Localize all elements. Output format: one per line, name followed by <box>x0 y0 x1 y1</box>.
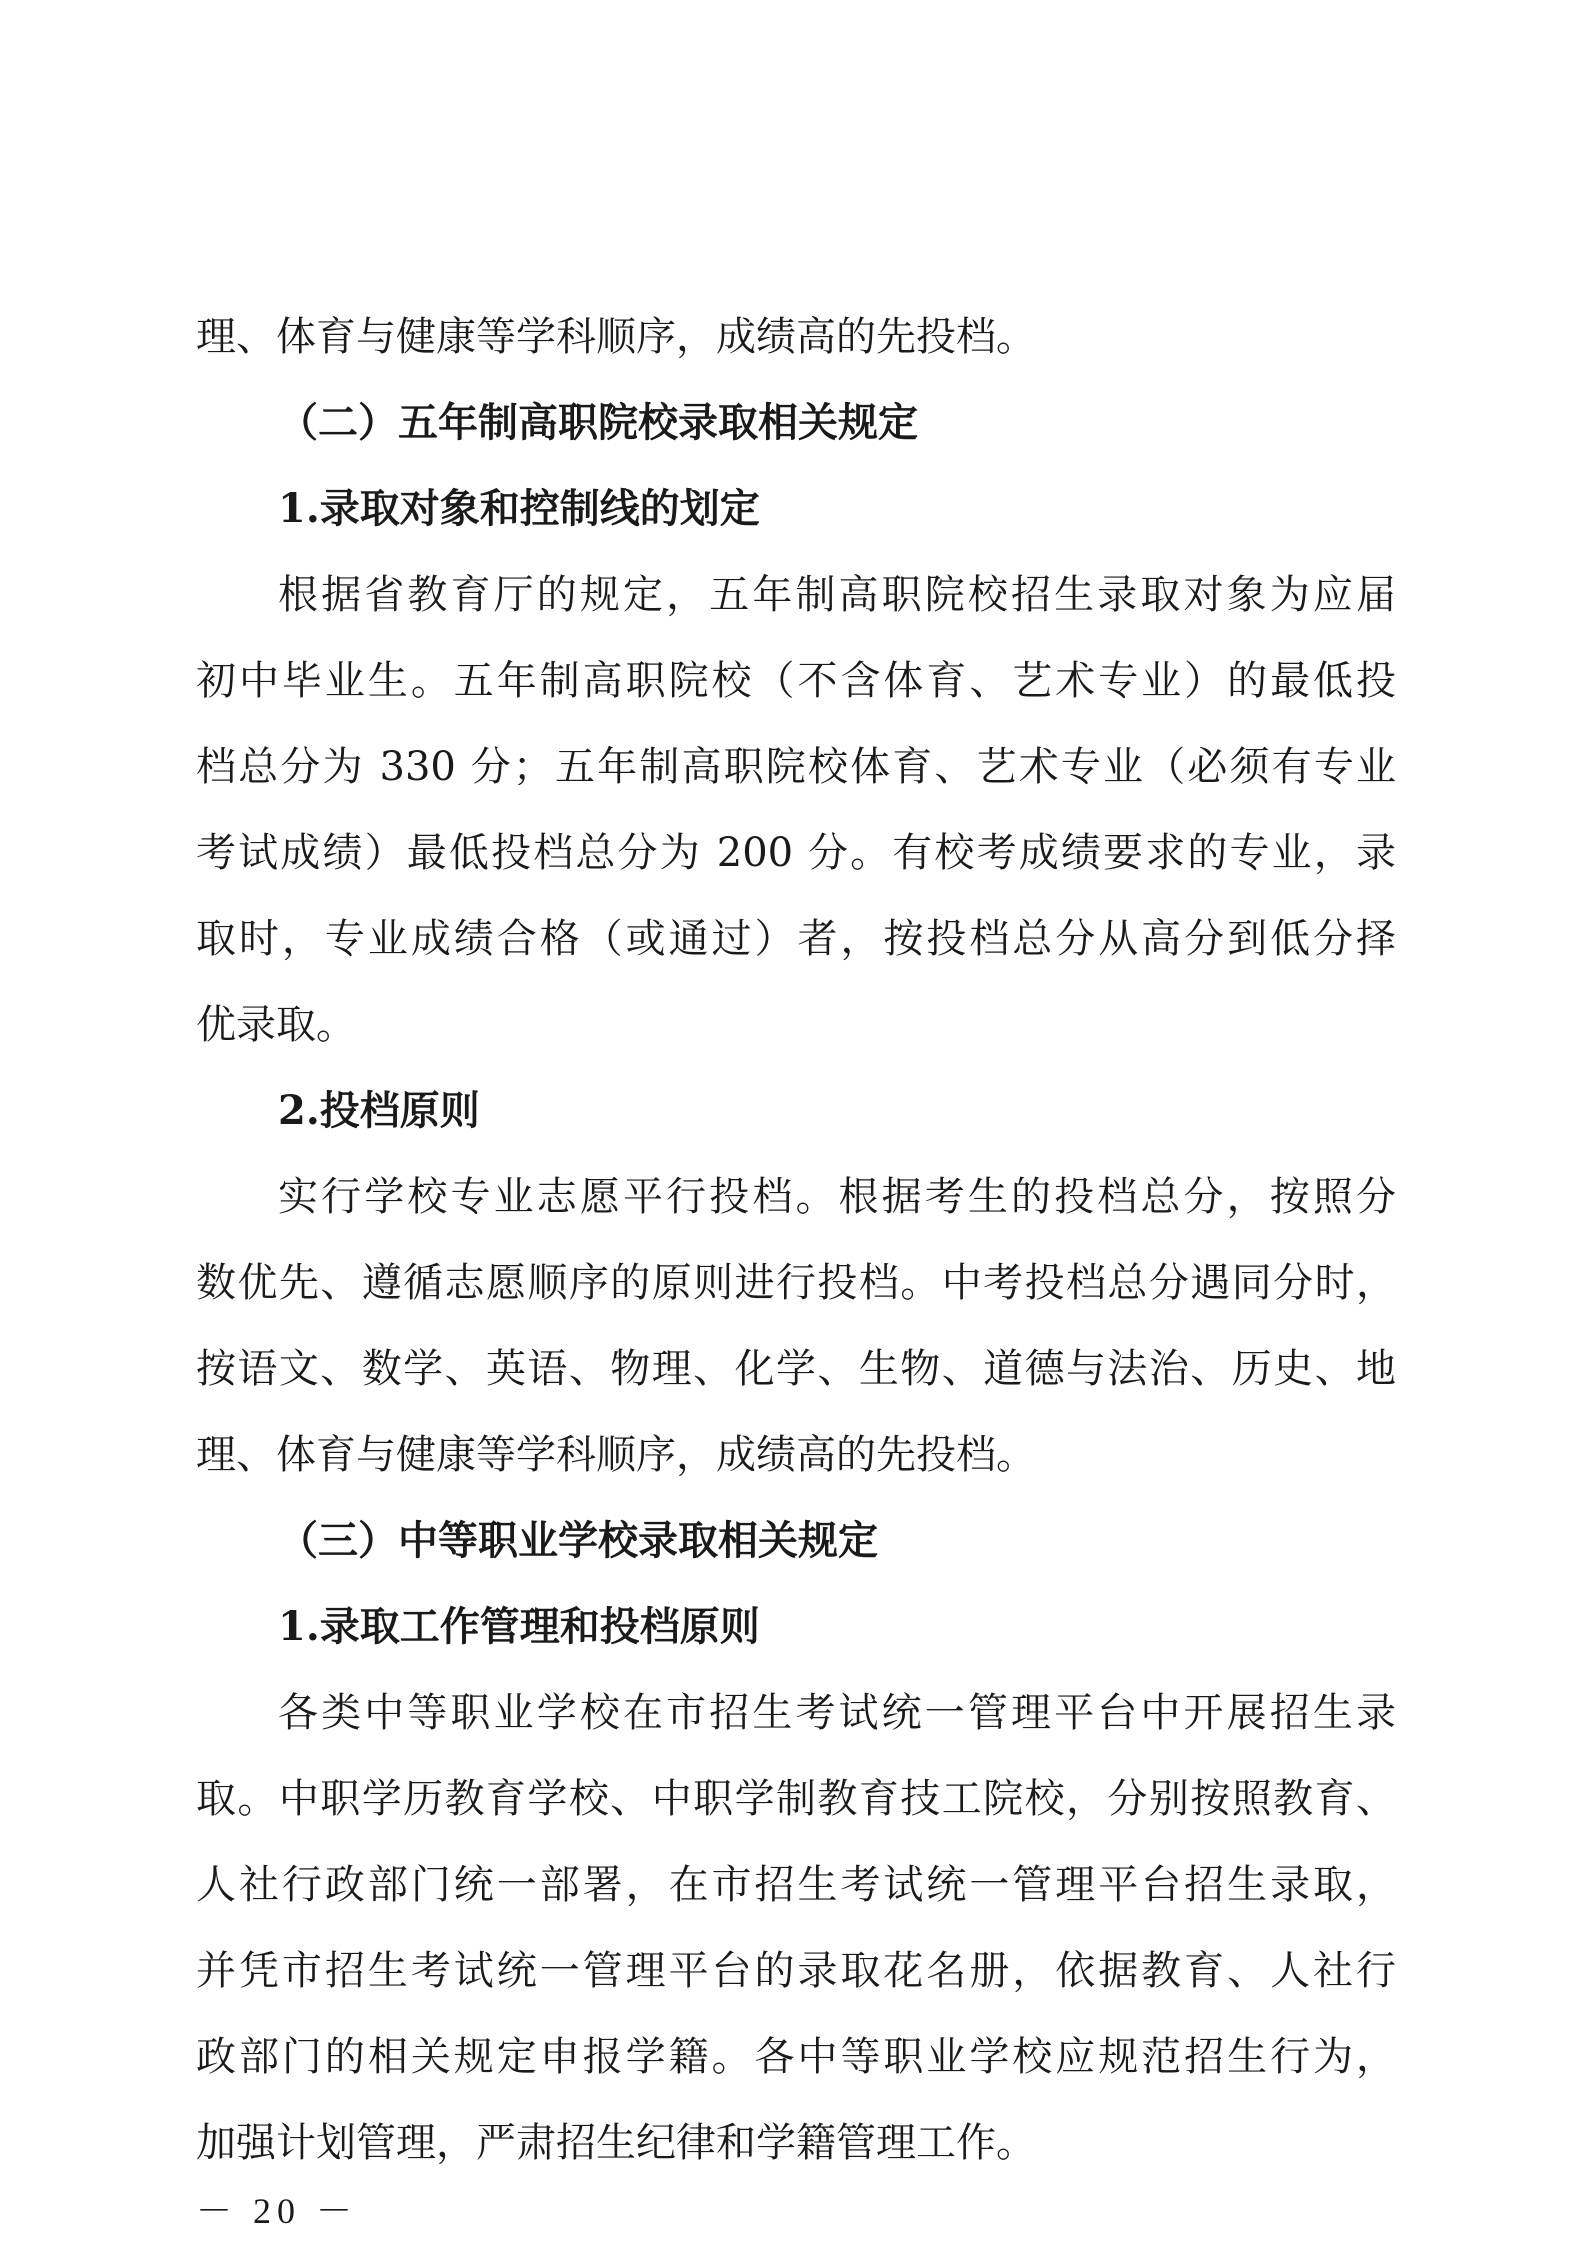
text-line: 加强计划管理，严肃招生纪律和学籍管理工作。 <box>196 2120 1036 2166</box>
text-line: 档总分为 330 分；五年制高职院校体育、艺术专业（必须有专业 <box>196 744 1396 790</box>
text-line: 初中毕业生。五年制高职院校（不含体育、艺术专业）的最低投 <box>196 658 1396 704</box>
text-line: 数优先、遵循志愿顺序的原则进行投档。中考投档总分遇同分时， <box>196 1260 1396 1306</box>
text-line: 实行学校专业志愿平行投档。根据考生的投档总分，按照分 <box>278 1174 1396 1220</box>
text-line: 并凭市招生考试统一管理平台的录取花名册，依据教育、人社行 <box>196 1948 1396 1994</box>
text-line: 理、体育与健康等学科顺序，成绩高的先投档。 <box>196 314 1036 360</box>
text-line: 政部门的相关规定申报学籍。各中等职业学校应规范招生行为， <box>196 2034 1396 2080</box>
subsection-heading: 2.投档原则 <box>278 1087 480 1134</box>
text-line: 理、体育与健康等学科顺序，成绩高的先投档。 <box>196 1432 1036 1478</box>
text-line: 取时，专业成绩合格（或通过）者，按投档总分从高分到低分择 <box>196 916 1396 962</box>
text-line: 根据省教育厅的规定，五年制高职院校招生录取对象为应届 <box>278 572 1396 618</box>
section-heading: （二）五年制高职院校录取相关规定 <box>278 399 918 446</box>
text-line: 按语文、数学、英语、物理、化学、生物、道德与法治、历史、地 <box>196 1346 1396 1392</box>
text-line: 取。中职学历教育学校、中职学制教育技工院校，分别按照教育、 <box>196 1776 1396 1822</box>
text-line: 考试成绩）最低投档总分为 200 分。有校考成绩要求的专业，录 <box>196 830 1396 876</box>
text-line: 优录取。 <box>196 1002 356 1048</box>
page-number: － 20 － <box>196 2191 359 2231</box>
text-line: 人社行政部门统一部署，在市招生考试统一管理平台招生录取， <box>196 1862 1396 1908</box>
subsection-heading: 1.录取工作管理和投档原则 <box>278 1603 760 1650</box>
subsection-heading: 1.录取对象和控制线的划定 <box>278 485 760 532</box>
text-line: 各类中等职业学校在市招生考试统一管理平台中开展招生录 <box>278 1690 1396 1736</box>
section-heading: （三）中等职业学校录取相关规定 <box>278 1517 878 1564</box>
